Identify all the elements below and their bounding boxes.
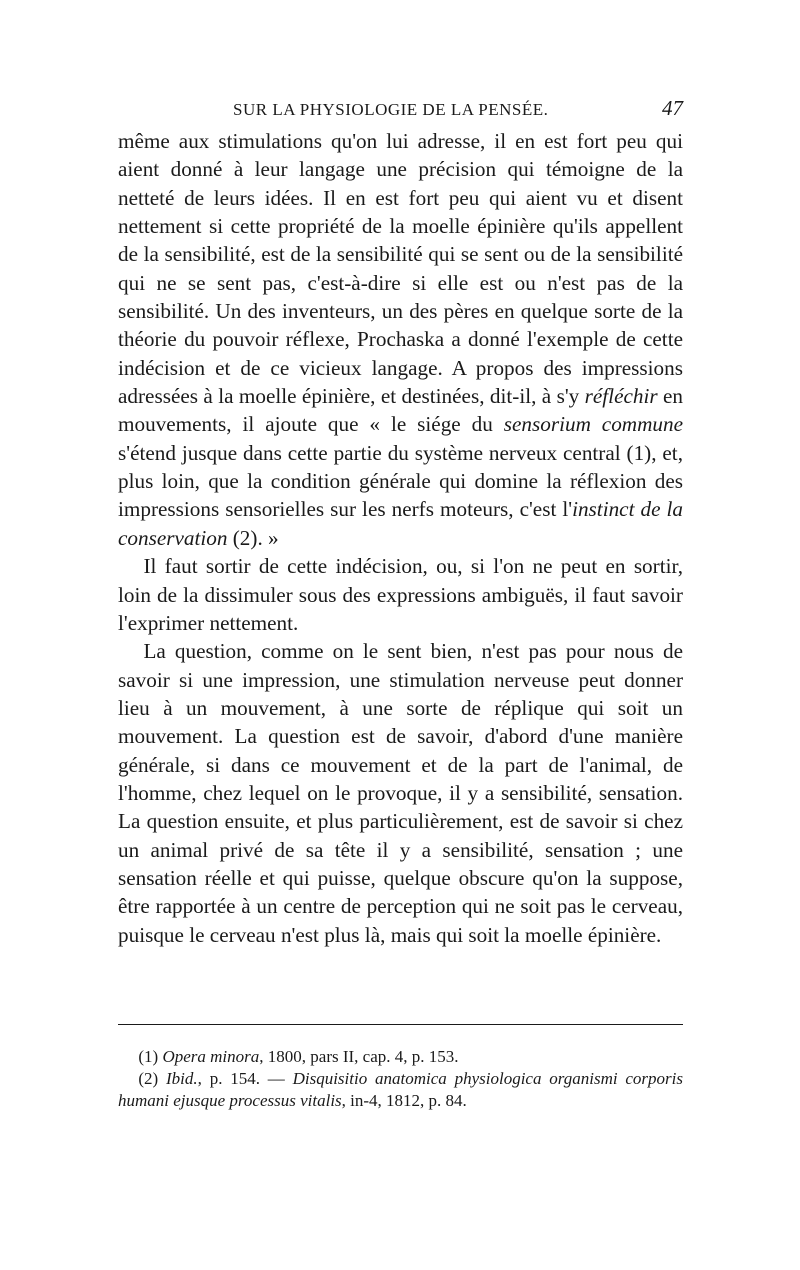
italic-text: Disquisitio anatomica physiologica organismi corporis humani ejusque processus vitalis (118, 1069, 683, 1110)
text-run: même aux stimulations qu'on lui adresse, il en est fort peu qui aient donné à leur langage une précision qui témoigne de la netteté de leurs idées. Il en est fort peu qui aient vu et disent nettement si cette propriété de la moelle épinière qu'ils appellent de la sensibilité, est de la sensibilité qui se sent ou de la sensibilité qui ne se sent pas, c'est-à-dire si elle est ou n'est pas de la sensibilité. Un des inventeurs, un des pères en quelque sorte de la théorie du pouvoir réflexe, Prochaska a donné l'exemple de cette indécision et de ce vicieux langage. A propos des impressions adressées à la moelle épinière, et destinées, dit-il, à s'y (118, 129, 683, 409)
footnote (118, 1046, 683, 1068)
text-run: La question, comme on le sent bien, n'est pas pour nous de savoir si une impression, une stimulation nerveuse peut donner lieu à un mouvement, à une sorte de réplique qui soit un mouvement. La question est de savoir, d'abord d'une manière générale, si dans ce mouvement et de la part de l'animal, de l'homme, chez lequel on le provoque, il y a sensibilité, sensation. La question ensuite, et plus particulièrement, est de savoir si chez un animal privé de sa tête il y a sensibilité, sensation ; une sensation réelle et qui puisse, quelque obscure qu'on la suppose, être rapportée à un centre de perception qui ne soit pas le cerveau, puisque le cerveau n'est plus là, mais qui soit la moelle épinière. (118, 639, 683, 947)
page-header (118, 96, 683, 126)
page-number: 47 (662, 96, 683, 120)
italic-text: réfléchir (584, 384, 658, 409)
italic-text: Opera minora (162, 1047, 260, 1066)
text-run: Il faut sortir de cette indécision, ou, si l'on ne peut en sortir, loin de la dissimuler sous des expressions ambiguës, il faut savoir l'exprimer nettement. (118, 554, 683, 635)
text-run: , p. 154. — (197, 1069, 293, 1088)
text-run: , 1800, pars II, cap. 4, p. 153. (259, 1047, 459, 1066)
italic-text: instinct de la conservation (118, 497, 683, 550)
paragraph (118, 552, 683, 637)
text-run: (2). » (227, 525, 279, 550)
text-run: , in-4, 1812, p. 84. (341, 1091, 467, 1110)
footnote-divider (118, 1024, 683, 1025)
text-run: en mouvements, il ajoute que « le siége du (118, 384, 684, 437)
paragraph (118, 637, 683, 949)
text-run: s'étend jusque dans cette partie du système nerveux central (1), et, plus loin, que la condition générale qui domine la réflexion des impressions sensorielles sur les nerfs moteurs, c'est l' (118, 440, 683, 522)
paragraph (118, 127, 683, 552)
text-run: (2) (138, 1069, 167, 1088)
running-title: SUR LA PHYSIOLOGIE DE LA PENSÉE. (233, 100, 549, 119)
footnotes (118, 1046, 683, 1112)
italic-text: sensorium commune (503, 412, 683, 437)
body-text (118, 127, 683, 949)
text-run: (1) (138, 1047, 163, 1066)
footnote (118, 1068, 683, 1112)
italic-text: Ibid. (166, 1069, 198, 1088)
